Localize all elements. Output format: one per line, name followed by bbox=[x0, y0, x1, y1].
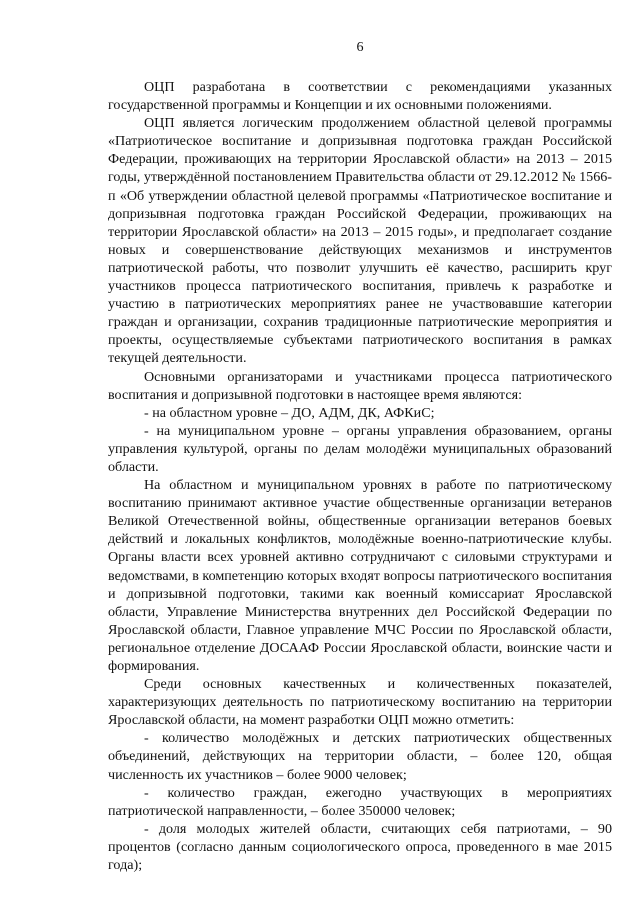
paragraph-participants: На областном и муниципальном уровнях в работе по патриотическому воспитанию принимают активное участие общественные организации ветеранов Великой Отечественной войны, общественные организации ветеранов боевых действий и локальных конфликтов, молодёжные военно-патриотические клубы. Органы власти всех уровней активно сотрудничают с силовыми структурами и ведомствами, в компетенцию которых входят вопросы патриотического воспитания и допризывной подготовки, такими как военный комиссариат Ярославской области, Управление Министерства внутренних дел Российской Федерации по Ярославской области, Главное управление МЧС России по Ярославской области, региональное отделение ДОСААФ России Ярославской области, воинские части и формирования. bbox=[108, 477, 612, 674]
paragraph-organizers-intro: Основными организаторами и участниками процесса патриотического воспитания и допризывной подготовки в настоящее время являются: bbox=[108, 368, 612, 403]
list-item-regional-level: - на областном уровне – ДО, АДМ, ДК, АФКиС; bbox=[144, 404, 435, 421]
paragraph-indicators-intro: Среди основных качественных и количественных показателей, характеризующих деятельность по патриотическому воспитанию на территории Ярославской области, на момент разработки ОЦП можно отметить: bbox=[108, 676, 612, 729]
list-item-patriots-share: - доля молодых жителей области, считающих себя патриотами, – 90 процентов (согласно данным социологического опроса, проведенного в мае 2015 года); bbox=[108, 820, 612, 874]
list-item-citizens-count: - количество граждан, ежегодно участвующих в мероприятиях патриотической направленности, – более 350000 человек; bbox=[108, 784, 612, 819]
paragraph-ocp-continuation: ОЦП является логическим продолжением областной целевой программы «Патриотическое воспитание и допризывная подготовка граждан Российской Федерации, проживающих на территории Ярославской области» на 2013 – 2015 годы, утверждённой постановлением Правительства области от 29.12.2012 № 1566-п «Об утверждении областной целевой программы «Патриотическое воспитание и допризывная подготовка граждан Российской Федерации, проживающих на территории Ярославской области» на 2013 – 2015 годы», и предполагает создание новых и совершенствование действующих механизмов и инструментов патриотической работы, что позволит улучшить её качество, расширить круг участников процесса патриотического воспитания, привлечь к разработке и участию в патриотических мероприятиях ранее не участвовавшие категории граждан и организации, сохранив традиционные патриотические мероприятия и проекты, осуществляемые субъектами патриотического воспитания в рамках текущей деятельности. bbox=[108, 115, 612, 367]
list-item-municipal-level: - на муниципальном уровне – органы управления образованием, органы управления культурой, органы по делам молодёжи муниципальных образований области. bbox=[108, 422, 612, 475]
page-number: 6 bbox=[356, 39, 364, 55]
document-page bbox=[108, 38, 612, 874]
list-item-associations-count: - количество молодёжных и детских патриотических общественных объединений, действующих на территории области, – более 120, общая численность их участников – более 9000 человек; bbox=[108, 730, 612, 783]
paragraph-ocp-basis: ОЦП разработана в соответствии с рекомендациями указанных государственной программы и Концепции и их основными положениями. bbox=[108, 79, 612, 114]
